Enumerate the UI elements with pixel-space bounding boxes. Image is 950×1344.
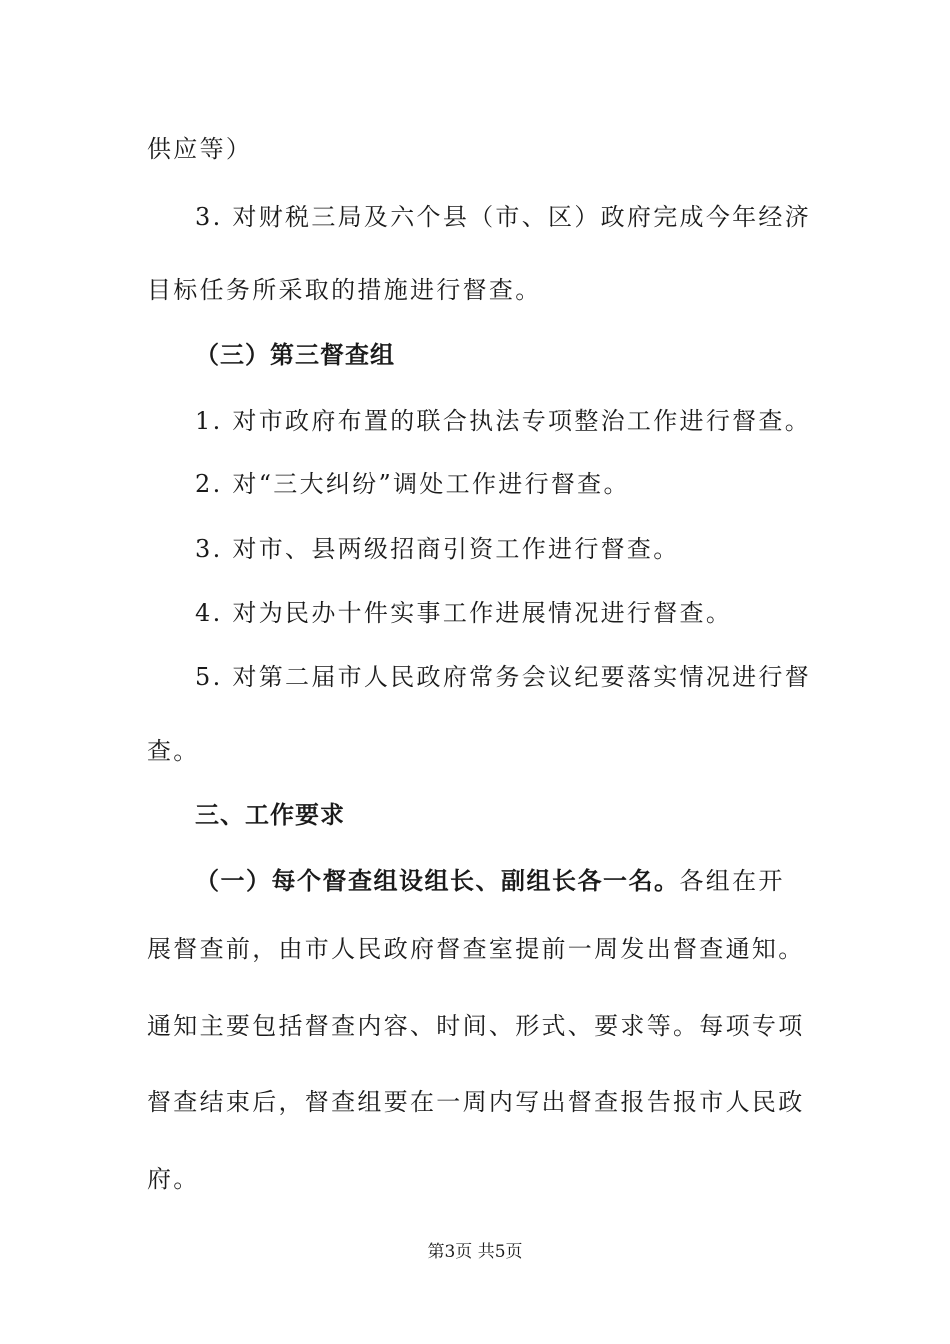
page-footer: 第3页 共5页 xyxy=(427,1242,523,1262)
text-line: 1. 对市政府布置的联合执法专项整治工作进行督查。 xyxy=(195,407,812,435)
text-line: 3. 对市、县两级招商引资工作进行督查。 xyxy=(195,535,680,563)
paragraph-first-line xyxy=(195,865,785,897)
section-heading: （三）第三督查组 xyxy=(195,341,395,369)
text-line: 督查结束后，督查组要在一周内写出督查报告报市人民政 xyxy=(147,1088,805,1116)
text-line: 4. 对为民办十件实事工作进展情况进行督查。 xyxy=(195,599,733,627)
paragraph-text: 各组在开 xyxy=(679,867,785,895)
text-line: 通知主要包括督查内容、时间、形式、要求等。每项专项 xyxy=(147,1012,805,1040)
text-line: 目标任务所采取的措施进行督查。 xyxy=(147,276,542,304)
section-heading: 三、工作要求 xyxy=(195,801,345,829)
text-line: 5. 对第二届市人民政府常务会议纪要落实情况进行督 xyxy=(195,663,812,691)
text-line: 府。 xyxy=(147,1165,200,1193)
text-line: 2. 对“三大纠纷”调处工作进行督查。 xyxy=(195,470,630,498)
text-line: 3. 对财税三局及六个县（市、区）政府完成今年经济 xyxy=(195,203,812,231)
text-line: 展督查前，由市人民政府督查室提前一周发出督查通知。 xyxy=(147,935,805,963)
text-line: 查。 xyxy=(147,737,200,765)
bold-lead-sentence: （一）每个督查组设组长、副组长各一名。 xyxy=(195,867,680,895)
text-line: 供应等） xyxy=(147,135,253,163)
